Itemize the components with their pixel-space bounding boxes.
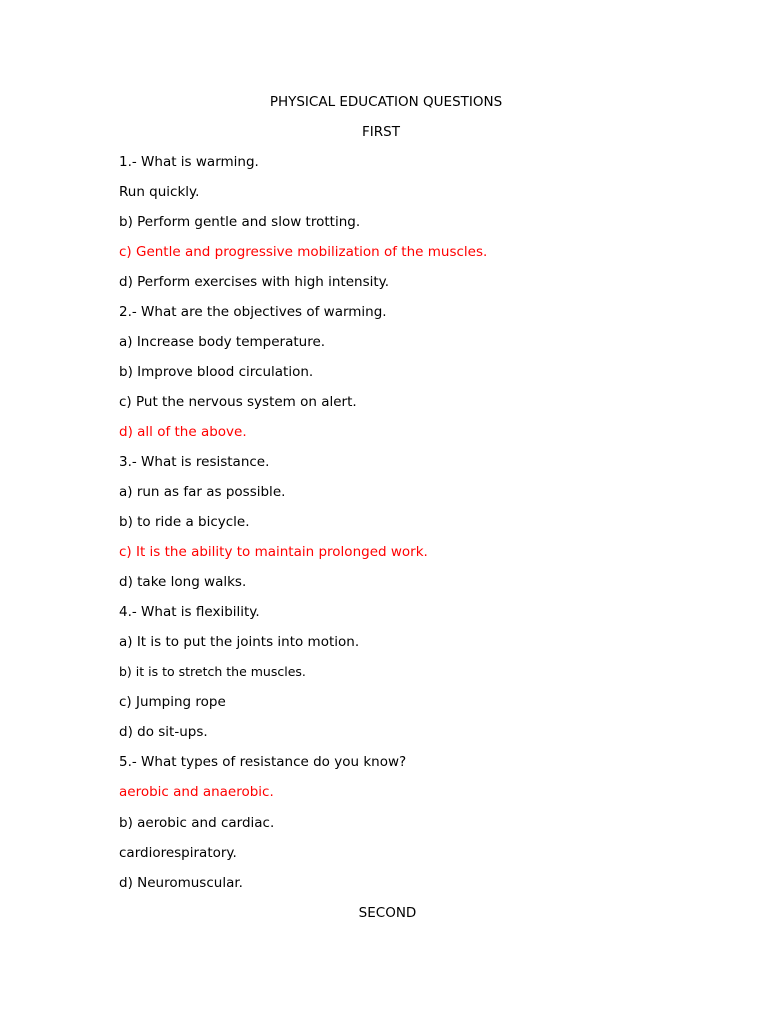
section-heading-second: SECOND bbox=[358, 905, 417, 921]
question-3: 3.- What is resistance. bbox=[119, 454, 270, 470]
question-1-option-a: Run quickly. bbox=[119, 184, 200, 200]
question-1: 1.- What is warming. bbox=[119, 154, 259, 170]
question-2: 2.- What are the objectives of warming. bbox=[119, 304, 387, 320]
section-heading-first: FIRST bbox=[362, 124, 400, 140]
question-1-option-d: d) Perform exercises with high intensity. bbox=[119, 274, 389, 290]
question-5-option-a-answer: aerobic and anaerobic. bbox=[119, 784, 274, 800]
question-4: 4.- What is flexibility. bbox=[119, 604, 260, 620]
question-5-option-c: cardiorespiratory. bbox=[119, 845, 237, 861]
question-4-option-b: b) it is to stretch the muscles. bbox=[119, 664, 306, 679]
question-2-option-d-answer: d) all of the above. bbox=[119, 424, 247, 440]
question-5-option-b: b) aerobic and cardiac. bbox=[119, 815, 275, 831]
question-4-option-d: d) do sit-ups. bbox=[119, 724, 208, 740]
question-5: 5.- What types of resistance do you know? bbox=[119, 754, 407, 770]
question-1-option-c-answer: c) Gentle and progressive mobilization of the muscles. bbox=[119, 244, 488, 260]
question-3-option-b: b) to ride a bicycle. bbox=[119, 514, 250, 530]
document-title: PHYSICAL EDUCATION QUESTIONS bbox=[269, 94, 503, 110]
question-4-option-c: c) Jumping rope bbox=[119, 694, 226, 710]
question-2-option-c: c) Put the nervous system on alert. bbox=[119, 394, 357, 410]
question-2-option-b: b) Improve blood circulation. bbox=[119, 364, 314, 380]
question-3-option-a: a) run as far as possible. bbox=[119, 484, 286, 500]
question-1-option-b: b) Perform gentle and slow trotting. bbox=[119, 214, 361, 230]
question-3-option-c-answer: c) It is the ability to maintain prolonged work. bbox=[119, 544, 428, 560]
question-2-option-a: a) Increase body temperature. bbox=[119, 334, 326, 350]
question-4-option-a: a) It is to put the joints into motion. bbox=[119, 634, 360, 650]
question-5-option-d: d) Neuromuscular. bbox=[119, 875, 243, 891]
question-3-option-d: d) take long walks. bbox=[119, 574, 247, 590]
